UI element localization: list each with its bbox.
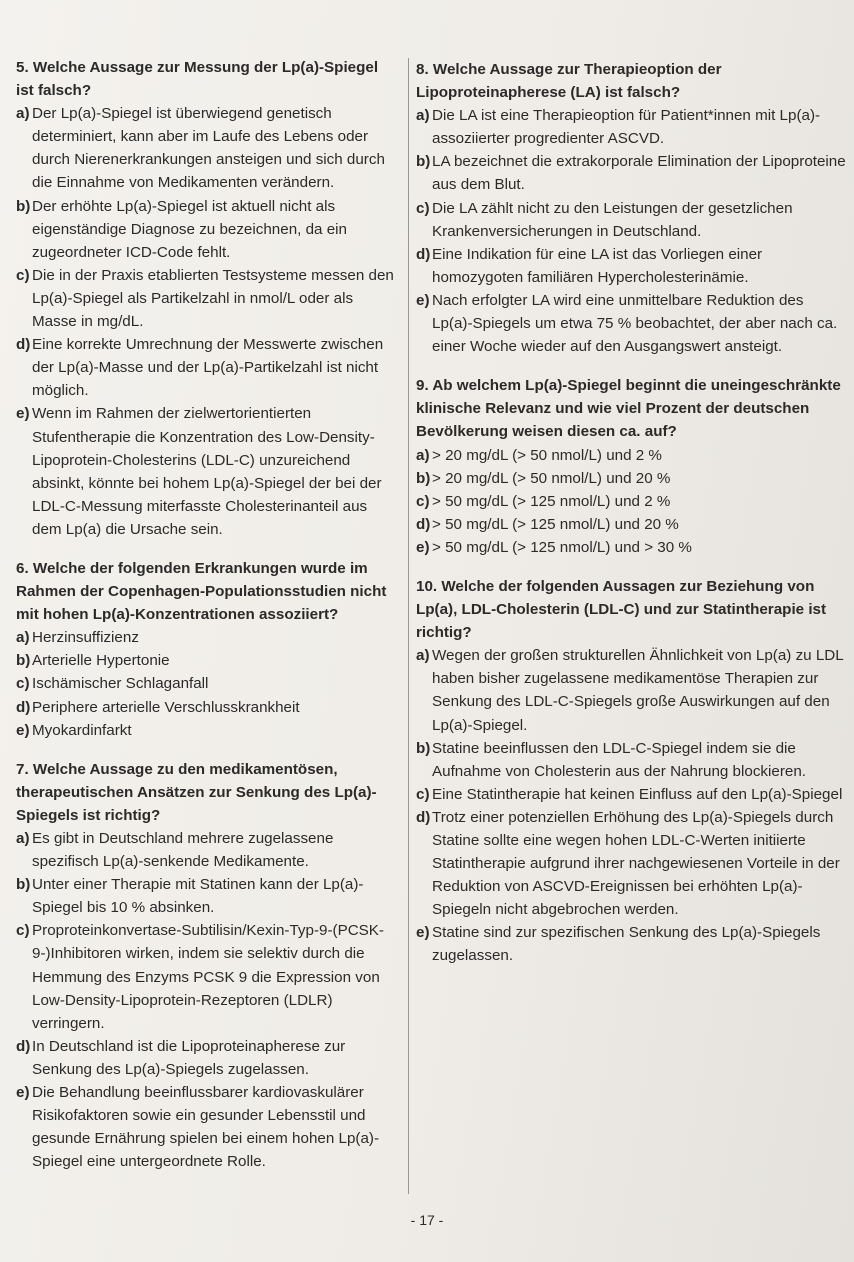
option-text: Myokardinfarkt bbox=[32, 721, 132, 739]
option-label: a) bbox=[416, 107, 430, 125]
answer-option[interactable] bbox=[416, 783, 846, 806]
column-divider bbox=[408, 58, 409, 1194]
option-label: a) bbox=[16, 629, 30, 647]
option-label: e) bbox=[16, 1084, 30, 1102]
question-7 bbox=[16, 758, 398, 1174]
option-text: Proproteinkonvertase-Subtilisin/Kexin-Typ-9-(PCSK-9-)Inhibitoren wirken, indem sie selektiv durch die Hemmung des Enzyms PCSK 9 die Expression von Low-Density-Lipoprotein-Rezeptoren (LDLR) verringern. bbox=[32, 922, 384, 1032]
answer-option[interactable] bbox=[16, 102, 398, 194]
answer-option[interactable] bbox=[416, 513, 846, 536]
question-title: Welche Aussage zur Therapieoption der Lipoproteinapherese (LA) ist falsch? bbox=[416, 61, 722, 102]
answer-option[interactable] bbox=[416, 243, 846, 289]
option-label: c) bbox=[16, 922, 30, 940]
option-label: d) bbox=[16, 1037, 31, 1055]
question-title: Welche Aussage zu den medikamentösen, therapeutischen Ansätzen zur Senkung des Lp(a)-Spiegels ist richtig? bbox=[16, 760, 377, 824]
option-text: Nach erfolgter LA wird eine unmittelbare Reduktion des Lp(a)-Spiegels um etwa 75 % beobachtet, der aber nach ca. einer Woche wieder auf den Ausgangswert ansteigt. bbox=[432, 291, 838, 356]
option-text: Eine Statintherapie hat keinen Einfluss auf den Lp(a)-Spiegel bbox=[432, 785, 843, 803]
question-8 bbox=[416, 58, 846, 358]
answer-option[interactable] bbox=[416, 444, 846, 467]
option-text: Statine sind zur spezifischen Senkung des Lp(a)-Spiegels zugelassen. bbox=[432, 924, 821, 965]
option-text: Die in der Praxis etablierten Testsysteme messen den Lp(a)-Spiegel als Partikelzahl in nmol/L oder als Masse in mg/dL. bbox=[32, 266, 394, 331]
question-title: Welche Aussage zur Messung der Lp(a)-Spiegel ist falsch? bbox=[16, 59, 379, 100]
answer-option[interactable] bbox=[416, 289, 846, 358]
option-text: Wegen der großen strukturellen Ähnlichkeit von Lp(a) zu LDL haben bisher zugelassene medikamentöse Therapien zur Senkung des LDL-C-Spiegels große Auswirkungen auf den Lp(a)-Spiegel. bbox=[432, 647, 844, 734]
page-number: - 17 - bbox=[410, 1212, 444, 1228]
answer-option[interactable] bbox=[16, 1081, 398, 1173]
answer-option[interactable] bbox=[16, 1035, 398, 1081]
option-label: a) bbox=[16, 105, 30, 123]
question-10 bbox=[416, 575, 846, 968]
right-column bbox=[416, 58, 846, 984]
answer-option[interactable] bbox=[416, 806, 846, 921]
option-text: Herzinsuffizienz bbox=[32, 629, 139, 647]
question-number: 9. bbox=[416, 377, 429, 395]
option-text: > 20 mg/dL (> 50 nmol/L) und 20 % bbox=[432, 469, 671, 487]
option-text: Es gibt in Deutschland mehrere zugelassene spezifisch Lp(a)-senkende Medikamente. bbox=[32, 830, 334, 871]
option-label: b) bbox=[16, 652, 31, 670]
option-text: > 20 mg/dL (> 50 nmol/L) und 2 % bbox=[432, 446, 662, 464]
answer-option[interactable] bbox=[416, 737, 846, 783]
answer-option[interactable] bbox=[416, 467, 846, 490]
option-label: a) bbox=[416, 446, 430, 464]
answer-option[interactable] bbox=[16, 696, 398, 719]
question-6 bbox=[16, 557, 398, 742]
option-label: c) bbox=[16, 266, 30, 284]
option-text: Die LA zählt nicht zu den Leistungen der gesetzlichen Krankenversicherungen in Deutschland. bbox=[432, 199, 793, 240]
option-label: d) bbox=[416, 515, 431, 533]
answer-option[interactable] bbox=[416, 536, 846, 559]
option-label: c) bbox=[16, 675, 30, 693]
option-label: e) bbox=[416, 291, 430, 309]
option-text: Der Lp(a)-Spiegel ist überwiegend genetisch determiniert, kann aber im Laufe des Lebens oder durch Nierenerkrankungen ansteigen und sich durch die Einnahme von Medikamenten verändern. bbox=[32, 105, 385, 192]
question-title: Welche der folgenden Erkrankungen wurde im Rahmen der Copenhagen-Populationsstudien nicht mit hohen Lp(a)-Konzentrationen assoziiert? bbox=[16, 559, 387, 624]
option-label: c) bbox=[416, 492, 430, 510]
option-label: b) bbox=[416, 739, 431, 757]
option-text: > 50 mg/dL (> 125 nmol/L) und 20 % bbox=[432, 515, 679, 533]
question-title: Welche der folgenden Aussagen zur Beziehung von Lp(a), LDL-Cholesterin (LDL-C) und zur Statintherapie ist richtig? bbox=[416, 577, 827, 642]
option-label: a) bbox=[416, 647, 430, 665]
option-label: b) bbox=[16, 876, 31, 894]
answer-option[interactable] bbox=[16, 264, 398, 333]
option-text: > 50 mg/dL (> 125 nmol/L) und > 30 % bbox=[432, 538, 692, 556]
answer-option[interactable] bbox=[16, 827, 398, 873]
question-9 bbox=[416, 374, 846, 559]
option-label: e) bbox=[16, 721, 30, 739]
answer-option[interactable] bbox=[16, 672, 398, 695]
question-number: 5. bbox=[16, 59, 29, 76]
option-text: Arterielle Hypertonie bbox=[32, 652, 170, 670]
option-text: Wenn im Rahmen der zielwertorientierten Stufentherapie die Konzentration des Low-Density-Lipoprotein-Cholesterins (LDL-C) unzureichend absinkt, könnte bei hohem Lp(a)-Spiegel der bei der LDL-C-Messung miterfasste Cholesterinanteil aus dem Lp(a) die Ursache sein. bbox=[32, 405, 382, 538]
answer-option[interactable] bbox=[16, 649, 398, 672]
question-number: 8. bbox=[416, 61, 429, 78]
option-text: Trotz einer potenziellen Erhöhung des Lp(a)-Spiegels durch Statine sollte eine wegen hohen LDL-C-Werten initiierte Statintherapie aufgrund ihrer nachgewiesenen Vorteile in der Reduktion von ASCVD-Ereignissen bei erhöhten Lp(a)-Spiegeln nicht abgebrochen werden. bbox=[432, 808, 840, 919]
answer-option[interactable] bbox=[416, 490, 846, 513]
option-label: d) bbox=[16, 698, 31, 716]
question-5 bbox=[16, 56, 398, 541]
question-number: 7. bbox=[16, 760, 29, 778]
answer-option[interactable] bbox=[16, 626, 398, 649]
option-text: In Deutschland ist die Lipoproteinapherese zur Senkung des Lp(a)-Spiegels zugelassen. bbox=[32, 1037, 346, 1078]
option-label: e) bbox=[416, 924, 430, 942]
option-text: Unter einer Therapie mit Statinen kann der Lp(a)-Spiegel bis 10 % absinken. bbox=[32, 876, 364, 917]
answer-option[interactable] bbox=[416, 644, 846, 736]
option-text: Die Behandlung beeinflussbarer kardiovaskulärer Risikofaktoren sowie ein gesunder Lebensstil und gesunde Ernährung spielen bei einem hohen Lp(a)-Spiegel eine untergeordnete Rolle. bbox=[32, 1084, 380, 1171]
answer-option[interactable] bbox=[16, 333, 398, 402]
option-label: c) bbox=[416, 199, 430, 217]
option-text: Ischämischer Schlaganfall bbox=[32, 675, 209, 693]
option-text: Die LA ist eine Therapieoption für Patient*innen mit Lp(a)-assoziierter progredienter ASCVD. bbox=[432, 107, 821, 148]
option-label: d) bbox=[16, 336, 31, 354]
option-label: a) bbox=[16, 830, 30, 847]
answer-option[interactable] bbox=[16, 873, 398, 919]
option-text: Der erhöhte Lp(a)-Spiegel ist aktuell nicht als eigenständige Diagnose zu bezeichnen, da ein zugeordneter ICD-Code fehlt. bbox=[32, 197, 347, 261]
answer-option[interactable] bbox=[16, 402, 398, 541]
answer-option[interactable] bbox=[416, 150, 846, 196]
answer-option[interactable] bbox=[416, 197, 846, 243]
option-label: c) bbox=[416, 785, 430, 803]
option-label: b) bbox=[416, 469, 431, 487]
answer-option[interactable] bbox=[16, 919, 398, 1034]
option-text: Periphere arterielle Verschlusskrankheit bbox=[32, 698, 300, 716]
answer-option[interactable] bbox=[416, 921, 846, 967]
question-title: Ab welchem Lp(a)-Spiegel beginnt die uneingeschränkte klinische Relevanz und wie viel Prozent der deutschen Bevölkerung weisen diesen ca. auf? bbox=[416, 377, 841, 441]
option-text: Statine beeinflussen den LDL-C-Spiegel indem sie die Aufnahme von Cholesterin aus der Nahrung blockieren. bbox=[432, 739, 806, 780]
option-text: LA bezeichnet die extrakorporale Elimination der Lipoproteine aus dem Blut. bbox=[432, 153, 846, 194]
option-text: > 50 mg/dL (> 125 nmol/L) und 2 % bbox=[432, 492, 671, 510]
option-text: Eine Indikation für eine LA ist das Vorliegen einer homozygoten familiären Hypercholesterinämie. bbox=[432, 245, 763, 286]
option-label: d) bbox=[416, 808, 431, 826]
option-label: b) bbox=[16, 197, 31, 215]
question-number: 6. bbox=[16, 559, 29, 577]
answer-option[interactable] bbox=[416, 104, 846, 150]
option-label: b) bbox=[416, 153, 431, 171]
answer-option[interactable] bbox=[16, 719, 398, 742]
answer-option[interactable] bbox=[16, 195, 398, 264]
left-column bbox=[16, 56, 398, 1189]
option-text: Eine korrekte Umrechnung der Messwerte zwischen der Lp(a)-Masse und der Lp(a)-Partikelzahl ist nicht möglich. bbox=[32, 336, 384, 400]
question-number: 10. bbox=[416, 577, 438, 595]
option-label: e) bbox=[416, 538, 430, 556]
option-label: d) bbox=[416, 245, 431, 263]
option-label: e) bbox=[16, 405, 30, 423]
